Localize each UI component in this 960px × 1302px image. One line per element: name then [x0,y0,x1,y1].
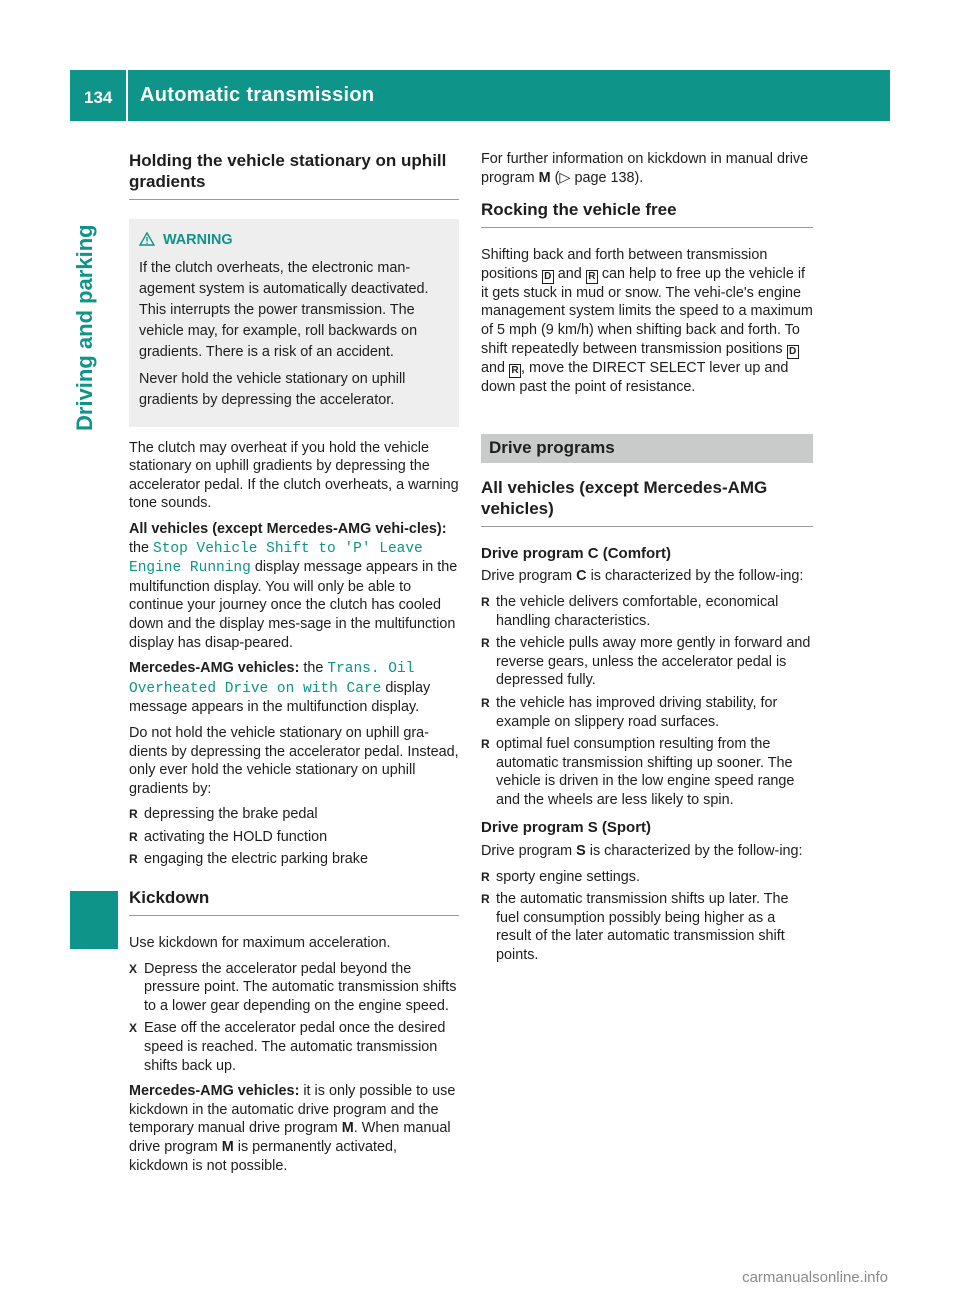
rocking-text-b: can help to free up the vehicle if it gets stuck in mud or snow. The vehi-cle's engine management system limits the speed to a maximum of 5 mph (9 km/h) when shifting back and forth. To shift repeatedly between transmission positions [481,265,813,357]
step-item: X Ease off the accelerator pedal once the desired speed is reached. The automatic transmission shifts back up. [129,1019,459,1075]
header-divider [126,70,128,121]
list-item: R the vehicle delivers comfortable, economical handling characteristics. [481,593,813,630]
kickdown-amg-text-b: . When manual drive program [129,1120,451,1155]
page-number: 134 [84,88,113,107]
do-not-hold-paragraph: Do not hold the vehicle stationary on uphill gra-dients by depressing the accelerator pedal. Instead, only ever hold the vehicle stationary on uphill gradients by: [129,724,459,797]
rocking-text-a: Shifting back and forth between transmission positions [481,247,768,282]
section-label: Driving and parking [72,224,97,431]
rocking-heading: Rocking the vehicle free [481,199,813,228]
page-link[interactable]: page 138). [574,169,644,186]
kickdown-heading: Kickdown [129,887,459,916]
comfort-intro-a: Drive program [481,568,573,585]
display-message-oil: Trans. Oil Overheated Drive on with Care [129,661,415,697]
sport-list [481,868,813,965]
program-s-label: S [576,843,586,860]
warning-text-1: If the clutch overheats, the electronic man-agement system is automatically deactivated. This interrupts the power transmission. The vehicle may, for example, roll backwards on gradients. There is a risk of an accident. [139,259,429,360]
holding-heading: Holding the vehicle stationary on uphill gradients [129,150,459,200]
section-marker [70,891,118,949]
all-vehicles-heading: All vehicles (except Mercedes-AMG vehicles) [481,477,813,527]
kickdown-steps [129,960,459,1076]
list-item: R the automatic transmission shifts up later. The fuel consumption possibly being higher as a result of the later automatic transmission shift points. [481,890,813,964]
the-word: the [303,660,324,677]
gear-d-icon: D [787,345,799,359]
amg-paragraph [129,659,459,717]
all-vehicles-rest: display message appears in the multifunction display. You will only be able to continue your journey once the clutch has cooled down and the display mes-sage in the multifunction display has disap-peared. [129,559,458,651]
warning-box [129,218,459,427]
rocking-paragraph [481,246,813,396]
gear-d-icon: D [542,270,554,284]
section-sidebar [70,121,120,1183]
drive-programs-bar: Drive programs [481,434,813,463]
display-message-stop: Stop Vehicle Shift to 'P' Leave Engine Running [129,540,423,577]
kickdown-reference [481,150,813,187]
list-item: R engaging the electric parking brake [129,850,459,869]
comfort-intro-b: is characterized by the follow-ing: [590,568,804,585]
list-item: R depressing the brake pedal [129,805,459,824]
reference-text-a: For further information on kickdown in manual drive program [481,151,809,186]
program-m-label: M [341,1120,354,1137]
comfort-list [481,593,813,810]
list-item: R the vehicle has improved driving stability, for example on slippery road surfaces. [481,694,813,731]
sport-intro-b: is characterized by the follow-ing: [589,843,803,860]
reference-paren: ( [554,169,560,186]
left-column [129,150,459,1182]
list-item: R optimal fuel consumption resulting from the automatic transmission shifting up sooner. The vehicle is driven in the low engine speed range and the wheels are less likely to spin. [481,735,813,809]
clutch-paragraph: The clutch may overheat if you hold the vehicle stationary on uphill gradients by depressing the accelerator pedal. If the clutch overheats, a warning tone sounds. [129,439,459,512]
sport-intro [481,842,813,861]
and-word: and [557,265,582,282]
program-c-label: C [576,568,587,585]
holding-list [129,805,459,869]
and-word: and [481,359,506,376]
page-header [70,70,890,121]
kickdown-amg-paragraph [129,1082,459,1175]
program-m-label: M [538,169,551,186]
right-column [481,150,813,972]
warning-label: WARNING [163,232,233,248]
kickdown-amg-text-c: is permanently activated, kickdown is not possible. [129,1139,397,1174]
list-item: R activating the HOLD function [129,828,459,847]
kickdown-amg-text-a: it is only possible to use kickdown in the automatic drive program and the temporary manual drive program [129,1083,456,1137]
the-word: the [129,539,150,556]
list-item: R the vehicle pulls away more gently in forward and reverse gears, unless the accelerator pedal is depressed fully. [481,634,813,690]
comfort-heading: Drive program C (Comfort) [481,544,672,562]
warning-triangle-icon [139,232,155,246]
warning-title [139,231,451,250]
list-item: R sporty engine settings. [481,868,813,887]
comfort-intro [481,567,813,586]
all-vehicles-paragraph [129,520,459,652]
program-m-label: M [221,1139,234,1155]
page-arrow-icon: ▷ [559,169,571,186]
gear-r-icon: R [586,270,598,284]
all-vehicles-lead: All vehicles (except Mercedes-AMG vehi-cles): [129,520,447,537]
sport-heading: Drive program S (Sport) [481,819,652,837]
rocking-text-c: , move the DIRECT SELECT lever up and down past the point of resistance. [481,359,789,395]
amg-rest: display message appears in the multifunction display. [129,679,431,716]
gear-r-icon: R [509,364,521,378]
watermark: carmanualsonline.info [742,1269,888,1287]
kickdown-amg-lead: Mercedes-AMG vehicles: [129,1083,300,1100]
page-title: Automatic transmission [140,84,375,106]
kickdown-intro: Use kickdown for maximum acceleration. [129,935,391,952]
warning-text-2: Never hold the vehicle stationary on uphill gradients by depressing the accelerator. [139,370,406,408]
sport-intro-a: Drive program [481,843,573,860]
step-item: X Depress the accelerator pedal beyond the pressure point. The automatic transmission shifts to a lower gear depending on the engine speed. [129,960,459,1016]
amg-lead: Mercedes-AMG vehicles: [129,660,300,677]
